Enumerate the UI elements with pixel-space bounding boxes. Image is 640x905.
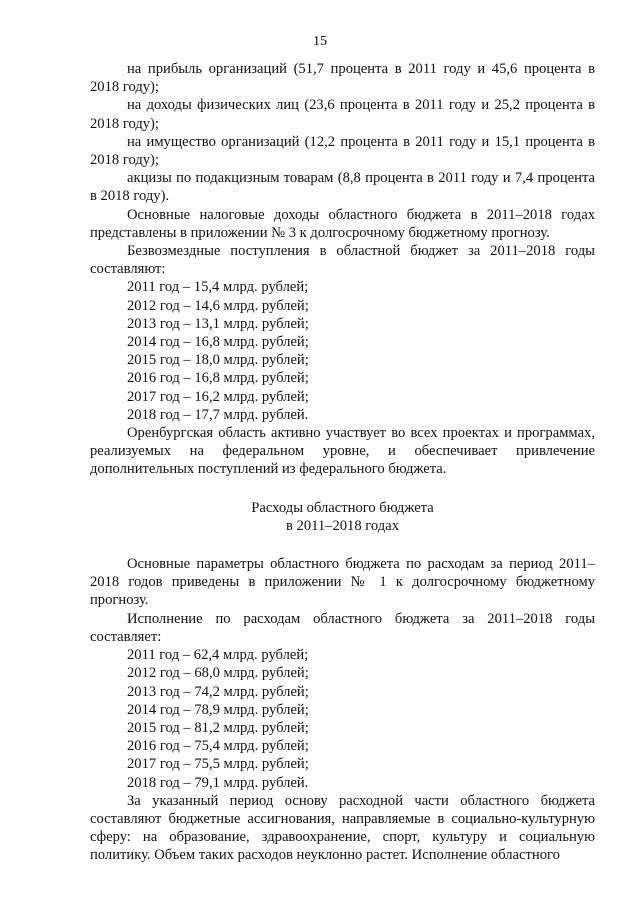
- list-item: 2018 год – 17,7 млрд. рублей.: [127, 406, 309, 423]
- paragraph-gratuitous-receipts: Безвозмездные поступления в областной бюджет за 2011–2018 годы составляют:: [90, 243, 595, 278]
- paragraph-excise: акцизы по подакцизным товарам (8,8 процента в 2011 году и 7,4 процента в 2018 году).: [90, 170, 595, 205]
- list-item: 2017 год – 16,2 млрд. рублей;: [127, 388, 309, 405]
- paragraph-expense-parameters: Основные параметры областного бюджета по расходам за период 2011–2018 годов приведены в приложении № 1 к долгосрочному бюджетному прогнозу.: [90, 556, 595, 609]
- list-item: 2018 год – 79,1 млрд. рублей.: [127, 774, 309, 791]
- paragraph-property-tax: на имущество организаций (12,2 процента в 2011 году и 15,1 процента в 2018 году);: [90, 133, 595, 169]
- paragraph-profit-tax: на прибыль организаций (51,7 процента в 2011 году и 45,6 процента в 2018 году);: [90, 61, 595, 96]
- paragraph-federal-projects: Оренбургская область активно участвует во всех проектах и программах, реализуемых на федеральном уровне, и обеспечивает привлечение дополнительных поступлений из федерального бюджета.: [90, 425, 595, 478]
- paragraph-tax-revenue: Основные налоговые доходы областного бюджета в 2011–2018 годах представлены в приложении № 3 к долгосрочному бюджетному прогнозу.: [90, 206, 595, 241]
- list-item: 2012 год – 14,6 млрд. рублей;: [127, 297, 309, 314]
- list-item: 2014 год – 78,9 млрд. рублей;: [127, 701, 309, 718]
- paragraph-personal-income-tax: на доходы физических лиц (23,6 процента в 2011 году и 25,2 процента в 2018 году);: [90, 97, 595, 132]
- list-item: 2011 год – 62,4 млрд. рублей;: [127, 647, 309, 664]
- paragraph-social-sphere: За указанный период основу расходной части областного бюджета составляют бюджетные ассигнования, направляемые в социально-культурную сферу: на образование, здравоохранение, спорт, культуру и социальную политику. Объем таких расходов неуклонно растет. Исполнение областного: [90, 792, 595, 864]
- list-item: 2015 год – 81,2 млрд. рублей;: [127, 719, 309, 736]
- list-item: 2015 год – 18,0 млрд. рублей;: [127, 352, 309, 369]
- list-item: 2013 год – 74,2 млрд. рублей;: [127, 683, 309, 700]
- expense-execution-list: [90, 646, 595, 792]
- list-item: 2016 год – 16,8 млрд. рублей;: [127, 370, 309, 387]
- list-item: 2014 год – 16,8 млрд. рублей;: [127, 334, 309, 351]
- section-heading-line1: Расходы областного бюджета: [251, 499, 434, 516]
- list-item: 2011 год – 15,4 млрд. рублей;: [127, 279, 309, 296]
- list-item: 2012 год – 68,0 млрд. рублей;: [127, 665, 309, 682]
- list-item: 2017 год – 75,5 млрд. рублей;: [127, 756, 309, 773]
- gratuitous-receipts-list: [90, 278, 595, 424]
- document-body: [90, 60, 595, 865]
- list-item: 2013 год – 13,1 млрд. рублей;: [127, 315, 309, 332]
- paragraph-expense-execution: Исполнение по расходам областного бюджета за 2011–2018 годы составляет:: [90, 610, 595, 645]
- section-heading-line2: в 2011–2018 годах: [285, 517, 399, 534]
- list-item: 2016 год – 75,4 млрд. рублей;: [127, 738, 309, 755]
- page-number: 15: [313, 34, 327, 49]
